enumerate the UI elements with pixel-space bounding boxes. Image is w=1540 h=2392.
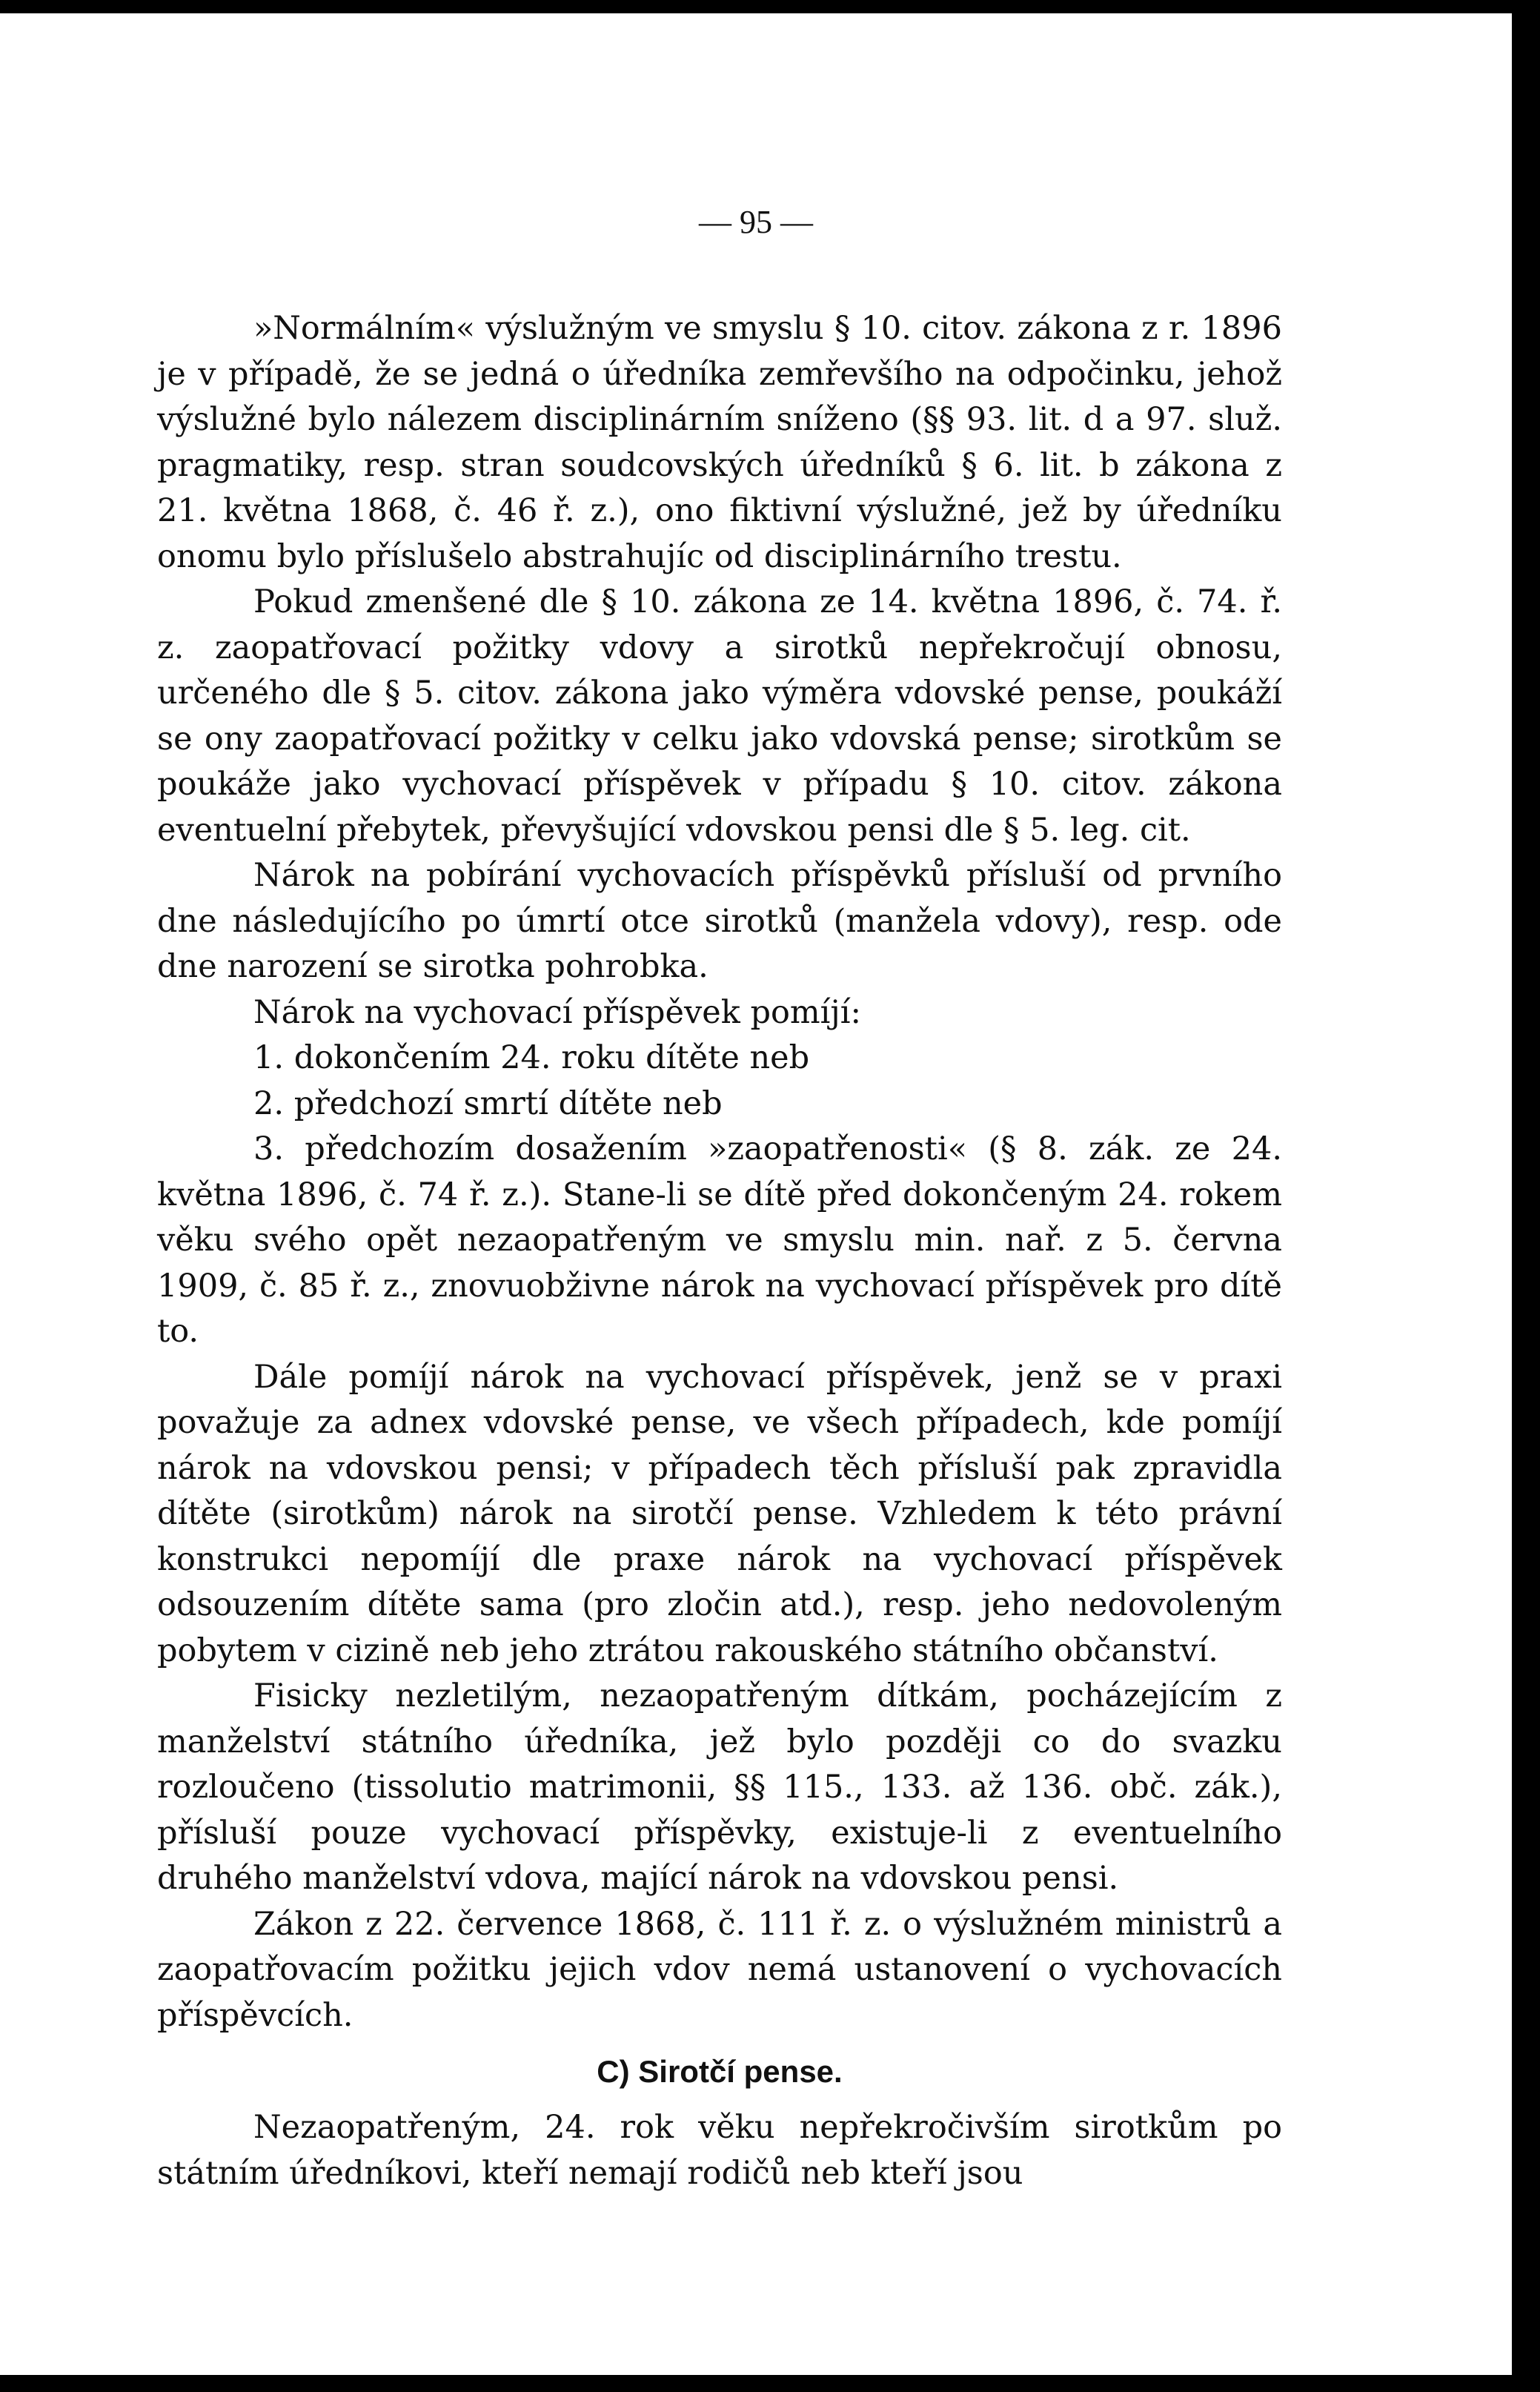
paragraph-claim-ends-intro: Nárok na vychovací příspěvek pomíjí: <box>253 993 861 1031</box>
paragraph-further-termination: Dále pomíjí nárok na vychovací příspěvek, jenž se v praxi považuje za adnex vdovské pense, ve všech případech, kde pomíjí nárok na vdovskou pensi; v případech těch přísluší pak zpravidla dítěte (sirotkům) nárok na sirotčí pense. Vzhledem k této právní konstrukci nepomíjí dle praxe nárok na vychovací příspěvek odsouzením dítěte sama (pro zločin atd.), resp. jeho nedovoleným pobytem v cizině neb jeho ztrátou rakouského státního občanství. <box>157 1358 1282 1669</box>
list-item-2: 2. předchozí smrtí dítěte neb <box>253 1084 723 1122</box>
paragraph-normal-pension: »Normálním« výslužným ve smyslu § 10. citov. zákona z r. 1896 je v případě, že se jedná o úředníka zemřevšího na odpočinku, jehož výslužné bylo nálezem disciplinárním sníženo (§§ 93. lit. d a 97. služ. pragmatiky, resp. stran soudcovských úředníků § 6. lit. b zákona z 21. května 1868, č. 46 ř. z.), ono fiktivní výslužné, jež by úředníku onomu bylo příslušelo abstrahujíc od disciplinárního trestu. <box>157 310 1282 575</box>
paragraph-orphan-pension: Nezaopatřeným, 24. rok věku nepřekročivším sirotkům po státním úředníkovi, kteří nemají rodičů neb kteří jsou <box>157 2109 1282 2192</box>
list-item-1: 1. dokončením 24. roku dítěte neb <box>253 1039 810 1076</box>
page-text <box>157 306 1282 2196</box>
paragraph-divorced-marriage: Fisicky nezletilým, nezaopatřeným dítkám, pocházejícím z manželství státního úředníka, jež bylo později co do svazku rozloučeno (tissolutio matrimonii, §§ 115., 133. až 136. obč. zák.), přísluší pouze vychovací příspěvky, existuje-li z eventuelního druhého manželství vdova, mající nárok na vdovskou pensi. <box>157 1677 1282 1897</box>
section-heading: C) Sirotčí pense. <box>597 2054 843 2089</box>
page-number: — 95 — <box>699 204 813 240</box>
list-item-3: 3. předchozím dosažením »zaopatřenosti« (§ 8. zák. ze 24. května 1896, č. 74 ř. z.). Stane-li se dítě před dokončeným 24. rokem věku svého opět nezaopatřeným ve smyslu min. nař. z 5. června 1909, č. 85 ř. z., znovuobživne nárok na vychovací příspěvek pro dítě to. <box>157 1130 1282 1350</box>
paragraph-ministers-law: Zákon z 22. července 1868, č. 111 ř. z. o výslužném ministrů a zaopatřovacím požitku jejich vdov nemá ustanovení o vychovacích příspěvcích. <box>157 1905 1282 2034</box>
paragraph-reduced-benefits: Pokud zmenšené dle § 10. zákona ze 14. května 1896, č. 74. ř. z. zaopatřovací požitky vdovy a sirotků nepřekročují obnosu, určeného dle § 5. citov. zákona jako výměra vdovské pense, poukáží se ony zaopatřovací požitky v celku jako vdovská pense; sirotkům se poukáže jako vychovací příspěvek v případu § 10. citov. zákona eventuelní přebytek, převyšující vdovskou pensi dle § 5. leg. cit. <box>157 583 1282 849</box>
paragraph-claim-start: Nárok na pobírání vychovacích příspěvků přísluší od prvního dne následujícího po úmrtí otce sirotků (manžela vdovy), resp. ode dne narození se sirotka pohrobka. <box>157 857 1282 985</box>
book-page <box>0 13 1512 2375</box>
